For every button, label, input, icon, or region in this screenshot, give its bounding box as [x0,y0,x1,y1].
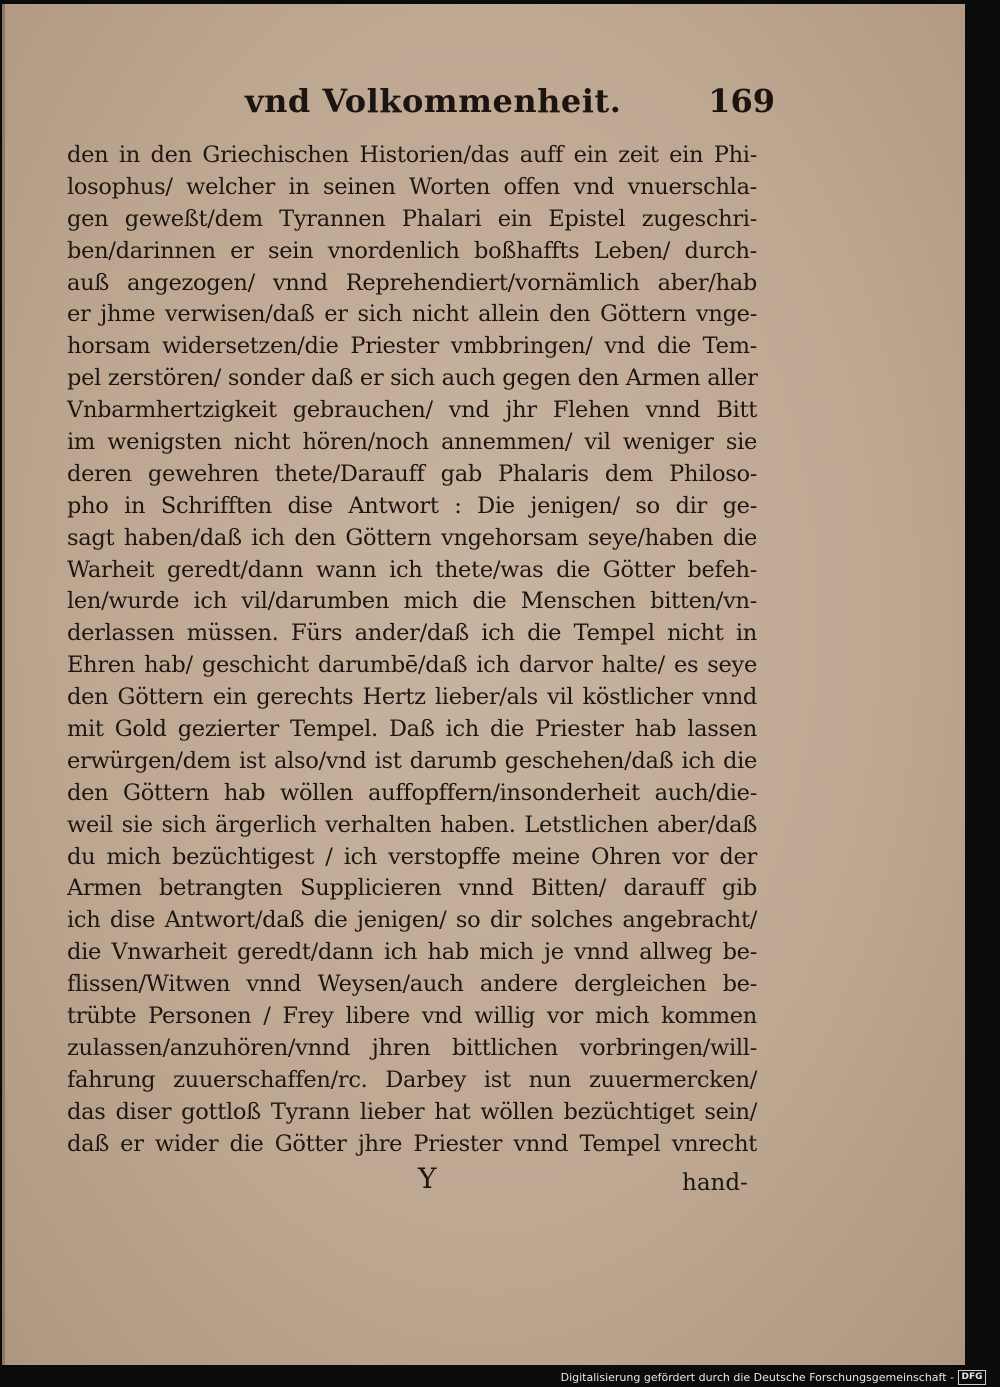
signature-mark: Y [418,1162,437,1195]
text-line: Armen betrangten Supplicieren vnnd Bitten/ darauff gib [67,875,757,902]
text-line: losophus/ welcher in seinen Worten offen vnd vnuerschla- [67,173,757,200]
text-line: du mich bezüchtigest / ich verstopffe meine Ohren vor der [67,843,757,870]
text-line: trübte Personen / Frey libere vnd willig vor mich kommen [67,1003,757,1030]
text-line: er jhme verwisen/daß er sich nicht allein den Göttern vnge- [67,301,757,328]
text-line: pel zerstören/ sonder daß er sich auch gegen den Armen aller [67,365,758,392]
text-line: das diser gottloß Tyrann lieber hat wöllen bezüchtiget sein/ [67,1098,757,1125]
text-line: zulassen/anzuhören/vnnd jhren bittlichen vorbringen/will- [67,1034,757,1061]
text-line: deren gewehren thete/Darauff gab Phalaris dem Philoso- [67,460,757,487]
text-line: sagt haben/daß ich den Göttern vngehorsam seye/haben die [67,524,757,551]
text-line: daß er wider die Götter jhre Priester vnnd Tempel vnrecht [67,1130,757,1157]
text-line: Vnbarmhertzigkeit gebrauchen/ vnd jhr Flehen vnnd Bitt [67,397,757,424]
text-line: die Vnwarheit geredt/dann ich hab mich je vnnd allweg be- [67,939,757,966]
body-text [67,140,757,1161]
text-line: gen geweßt/dem Tyrannen Phalari ein Epistel zugeschri- [67,205,757,232]
text-line: ich dise Antwort/daß die jenigen/ so dir solches angebracht/ [67,907,757,934]
footer-credit: Digitalisierung gefördert durch die Deutsche Forschungsgemeinschaft - [560,1370,954,1384]
dfg-logo: DFG [958,1370,986,1385]
page-number: 169 [708,82,775,120]
text-line: weil sie sich ärgerlich verhalten haben. Letstlichen aber/daß [67,811,757,838]
book-page [2,4,965,1365]
text-line: im wenigsten nicht hören/noch annemmen/ vil weniger sie [67,429,757,456]
text-line: ben/darinnen er sein vnordenlich boßhaffts Leben/ durch- [67,237,757,264]
digitization-footer [561,1369,986,1385]
running-head: vnd Volkommenheit. [245,82,622,120]
text-line: len/wurde ich vil/darumben mich die Menschen bitten/vn- [67,588,757,615]
text-line: den Göttern ein gerechts Hertz lieber/als vil köstlicher vnnd [67,684,757,711]
text-line: horsam widersetzen/die Priester vmbbringen/ vnd die Tem- [67,333,757,360]
text-line: Ehren hab/ geschicht darumbē/daß ich darvor halte/ es seye [67,652,757,679]
text-line: flissen/Witwen vnnd Weysen/auch andere dergleichen be- [67,971,757,998]
text-line: den in den Griechischen Historien/das auff ein zeit ein Phi- [67,142,757,168]
text-line: mit Gold gezierter Tempel. Daß ich die Priester hab lassen [67,716,757,743]
text-line: fahrung zuuerschaffen/rc. Darbey ist nun zuuermercken/ [67,1066,757,1093]
text-line: erwürgen/dem ist also/vnd ist darumb geschehen/daß ich die [67,747,757,774]
catchword: hand- [682,1170,748,1196]
text-line: auß angezogen/ vnnd Reprehendiert/vornämlich aber/hab [67,269,757,296]
text-line: pho in Schrifften dise Antwort : Die jenigen/ so dir ge- [67,492,757,519]
text-line: den Göttern hab wöllen auffopffern/insonderheit auch/die- [67,779,757,806]
text-line: derlassen müssen. Fürs ander/daß ich die Tempel nicht in [67,620,757,647]
text-line: Warheit geredt/dann wann ich thete/was die Götter befeh- [67,556,757,583]
page-header [245,82,775,132]
